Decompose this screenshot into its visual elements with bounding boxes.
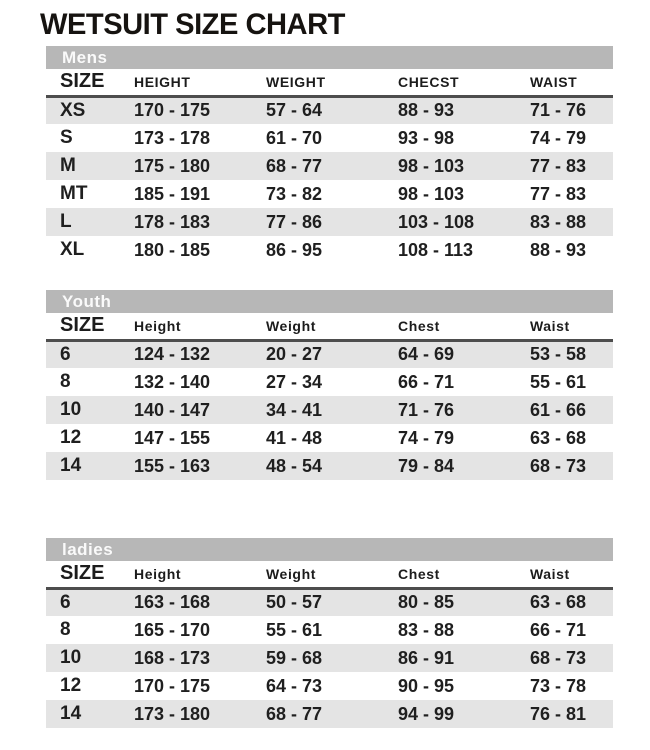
range-cell: 66 - 71 xyxy=(530,619,587,640)
size-cell: M xyxy=(60,155,76,176)
column-header-row xyxy=(46,313,613,340)
table-row xyxy=(46,124,613,152)
section-title-label: Mens xyxy=(62,48,108,67)
range-cell: 63 - 68 xyxy=(530,427,587,448)
column-header-height: Height xyxy=(134,313,266,340)
column-header-waist: Waist xyxy=(530,313,613,340)
column-header-chest: Chest xyxy=(398,313,530,340)
range-cell: 64 - 73 xyxy=(266,675,323,696)
table-row xyxy=(46,616,613,644)
size-section-youth xyxy=(46,290,613,480)
range-cell: 83 - 88 xyxy=(398,619,455,640)
column-header-weight: Weight xyxy=(266,561,398,588)
range-cell: 71 - 76 xyxy=(530,100,587,121)
range-cell: 80 - 85 xyxy=(398,592,455,613)
page-title: WETSUIT SIZE CHART xyxy=(40,8,345,41)
range-cell: 86 - 95 xyxy=(266,239,323,260)
table-row xyxy=(46,236,613,264)
size-cell: 10 xyxy=(60,399,82,420)
range-cell: 165 - 170 xyxy=(134,619,211,640)
size-table-mens xyxy=(46,69,613,264)
size-cell: 14 xyxy=(60,455,82,476)
range-cell: 86 - 91 xyxy=(398,647,455,668)
column-header-chest: Chest xyxy=(398,561,530,588)
range-cell: 61 - 66 xyxy=(530,399,587,420)
range-cell: 74 - 79 xyxy=(530,127,587,148)
range-cell: 59 - 68 xyxy=(266,647,323,668)
range-cell: 178 - 183 xyxy=(134,211,211,232)
range-cell: 68 - 77 xyxy=(266,703,323,724)
range-cell: 55 - 61 xyxy=(266,619,323,640)
column-header-height: Height xyxy=(134,561,266,588)
table-row xyxy=(46,340,613,368)
range-cell: 103 - 108 xyxy=(398,211,475,232)
range-cell: 63 - 68 xyxy=(530,592,587,613)
range-cell: 34 - 41 xyxy=(266,399,323,420)
range-cell: 20 - 27 xyxy=(266,344,323,365)
range-cell: 73 - 82 xyxy=(266,183,323,204)
size-cell: 12 xyxy=(60,675,82,696)
range-cell: 64 - 69 xyxy=(398,344,455,365)
range-cell: 68 - 73 xyxy=(530,455,587,476)
column-header-waist: Waist xyxy=(530,561,613,588)
table-row xyxy=(46,452,613,480)
range-cell: 79 - 84 xyxy=(398,455,455,476)
column-header-weight: Weight xyxy=(266,313,398,340)
range-cell: 68 - 77 xyxy=(266,155,323,176)
range-cell: 57 - 64 xyxy=(266,100,323,121)
size-cell: L xyxy=(60,211,72,232)
range-cell: 53 - 58 xyxy=(530,344,587,365)
range-cell: 66 - 71 xyxy=(398,371,455,392)
table-row xyxy=(46,180,613,208)
range-cell: 83 - 88 xyxy=(530,211,587,232)
size-cell: S xyxy=(60,127,73,148)
range-cell: 173 - 180 xyxy=(134,703,211,724)
section-header-bar-youth xyxy=(46,290,613,313)
range-cell: 71 - 76 xyxy=(398,399,455,420)
range-cell: 90 - 95 xyxy=(398,675,455,696)
range-cell: 168 - 173 xyxy=(134,647,211,668)
range-cell: 76 - 81 xyxy=(530,703,587,724)
column-header-height: HEIGHT xyxy=(134,69,266,96)
table-row xyxy=(46,208,613,236)
column-header-size: SIZE xyxy=(46,561,134,588)
range-cell: 124 - 132 xyxy=(134,344,211,365)
size-cell: XS xyxy=(60,99,86,121)
size-section-ladies xyxy=(46,538,613,728)
range-cell: 173 - 178 xyxy=(134,127,211,148)
range-cell: 98 - 103 xyxy=(398,155,465,176)
size-cell: XL xyxy=(60,239,85,260)
section-header-bar-ladies xyxy=(46,538,613,561)
range-cell: 93 - 98 xyxy=(398,127,455,148)
range-cell: 155 - 163 xyxy=(134,455,211,476)
range-cell: 50 - 57 xyxy=(266,592,323,613)
range-cell: 55 - 61 xyxy=(530,371,587,392)
table-row xyxy=(46,588,613,616)
size-tables xyxy=(46,46,613,728)
column-header-row xyxy=(46,69,613,96)
range-cell: 180 - 185 xyxy=(134,239,211,260)
size-cell: 8 xyxy=(60,371,71,392)
table-row xyxy=(46,368,613,396)
table-row xyxy=(46,644,613,672)
size-cell: 12 xyxy=(60,427,82,448)
range-cell: 132 - 140 xyxy=(134,371,211,392)
section-header-bar-mens xyxy=(46,46,613,69)
range-cell: 108 - 113 xyxy=(398,239,474,260)
size-table-youth xyxy=(46,313,613,480)
range-cell: 98 - 103 xyxy=(398,183,465,204)
range-cell: 73 - 78 xyxy=(530,675,587,696)
range-cell: 61 - 70 xyxy=(266,127,323,148)
range-cell: 48 - 54 xyxy=(266,455,323,476)
range-cell: 170 - 175 xyxy=(134,675,211,696)
table-row xyxy=(46,700,613,728)
range-cell: 170 - 175 xyxy=(134,100,211,121)
column-header-weight: WEIGHT xyxy=(266,69,398,96)
range-cell: 163 - 168 xyxy=(134,592,211,613)
column-header-size: SIZE xyxy=(46,313,134,340)
size-cell: 6 xyxy=(60,591,71,613)
size-table-ladies xyxy=(46,561,613,728)
column-header-waist: WAIST xyxy=(530,69,613,96)
column-header-size: SIZE xyxy=(46,69,134,96)
range-cell: 77 - 83 xyxy=(530,183,587,204)
section-title-label: Youth xyxy=(62,292,112,311)
range-cell: 77 - 86 xyxy=(266,211,323,232)
size-cell: 6 xyxy=(60,343,71,365)
size-section-mens xyxy=(46,46,613,264)
size-cell: MT xyxy=(60,183,88,204)
range-cell: 147 - 155 xyxy=(134,427,211,448)
range-cell: 88 - 93 xyxy=(530,239,587,260)
range-cell: 77 - 83 xyxy=(530,155,587,176)
size-cell: 10 xyxy=(60,647,82,668)
range-cell: 185 - 191 xyxy=(134,183,211,204)
column-header-row xyxy=(46,561,613,588)
table-row xyxy=(46,152,613,180)
size-cell: 8 xyxy=(60,619,71,640)
table-row xyxy=(46,96,613,124)
column-header-checst: CHECST xyxy=(398,69,530,96)
table-row xyxy=(46,672,613,700)
range-cell: 27 - 34 xyxy=(266,371,323,392)
table-row xyxy=(46,396,613,424)
range-cell: 74 - 79 xyxy=(398,427,455,448)
section-title-label: ladies xyxy=(62,540,114,559)
range-cell: 41 - 48 xyxy=(266,427,323,448)
range-cell: 88 - 93 xyxy=(398,100,455,121)
range-cell: 68 - 73 xyxy=(530,647,587,668)
range-cell: 175 - 180 xyxy=(134,155,211,176)
table-row xyxy=(46,424,613,452)
range-cell: 140 - 147 xyxy=(134,399,211,420)
range-cell: 94 - 99 xyxy=(398,703,455,724)
size-cell: 14 xyxy=(60,703,82,724)
